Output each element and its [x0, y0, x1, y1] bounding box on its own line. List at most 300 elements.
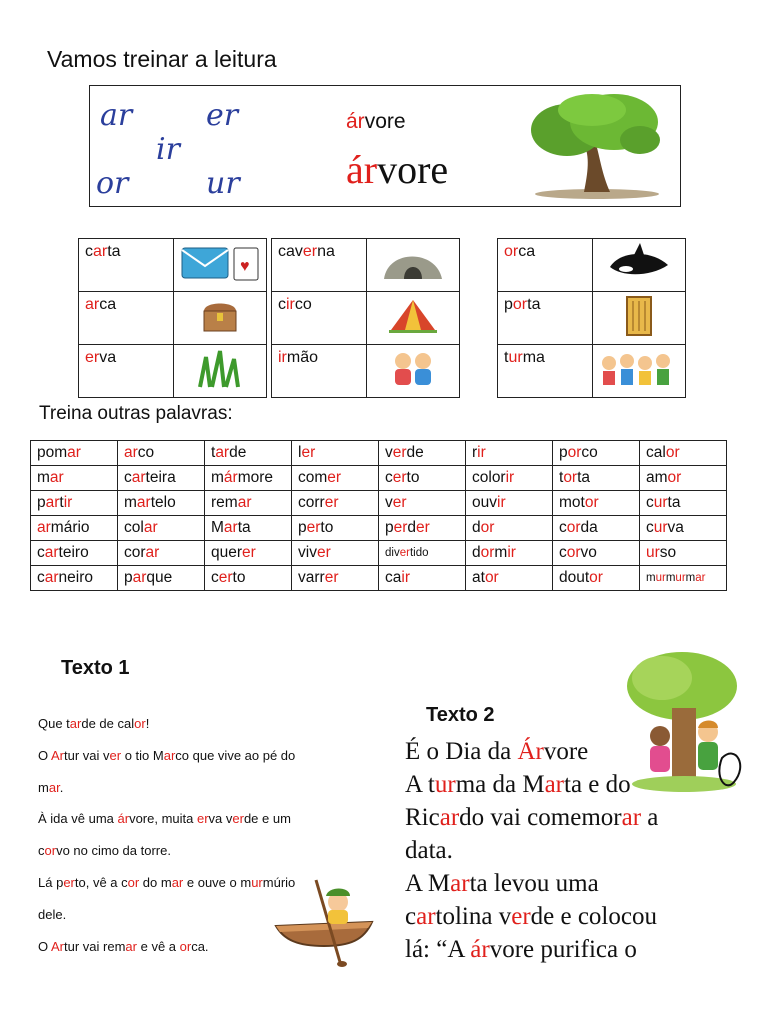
example-table [271, 238, 460, 398]
word-fragment: ma da M [455, 771, 545, 798]
highlighted-syllable: or [563, 469, 578, 486]
highlighted-syllable: er [316, 544, 331, 561]
word-fragment: múrio [262, 874, 296, 890]
example-word [79, 239, 174, 292]
practice-word [553, 441, 640, 466]
highlighted-syllable: or [480, 519, 495, 536]
highlighted-syllable: er [109, 747, 122, 763]
example-word [79, 345, 174, 398]
word-fragment: vo [580, 544, 597, 561]
highlighted-syllable: er [324, 494, 339, 511]
word-fragment: p [385, 519, 394, 536]
practice-heading: Treina outras palavras: [39, 403, 233, 424]
practice-word [640, 541, 727, 566]
highlighted-syllable: ar [44, 569, 59, 586]
word-fragment: data. [405, 837, 453, 864]
text-line [38, 835, 378, 867]
word-fragment: c [559, 544, 567, 561]
word-fragment: ca [385, 569, 402, 586]
highlighted-syllable: er [302, 243, 318, 260]
text-line [38, 740, 378, 772]
highlighted-syllable: ur [675, 572, 686, 584]
word-fragment: co [137, 444, 155, 461]
word-fragment: va [99, 349, 117, 366]
word-fragment: r [472, 444, 478, 461]
word-fragment: neiro [58, 569, 94, 586]
word-fragment: ta levou uma [469, 870, 599, 897]
text-line [405, 834, 755, 867]
highlighted-syllable: ir [63, 494, 73, 511]
highlighted-syllable: ur [646, 544, 660, 561]
highlighted-syllable: ir [401, 569, 410, 586]
word-fragment: m [646, 572, 656, 584]
example-word [498, 239, 593, 292]
highlighted-syllable: ir [278, 349, 287, 366]
highlighted-syllable: ar [237, 494, 252, 511]
highlighted-syllable: ir [477, 444, 486, 461]
practice-row [31, 466, 727, 491]
practice-word [640, 466, 727, 491]
practice-word [31, 516, 118, 541]
word-fragment: v [385, 494, 393, 511]
text-line [405, 900, 755, 933]
example-word [272, 292, 367, 345]
highlighted-syllable: ár [223, 469, 238, 486]
highlighted-syllable: or [484, 569, 499, 586]
word-fragment: so [659, 544, 677, 561]
highlighted-syllable: ar [132, 569, 147, 586]
practice-word [118, 441, 205, 466]
word-fragment: to, vê a c [74, 874, 128, 890]
highlighted-syllable: or [589, 569, 603, 586]
word-fragment: c [211, 569, 219, 586]
highlighted-syllable: ár [117, 811, 130, 827]
word-fragment: ca [99, 296, 117, 313]
highlighted-syllable: ar [131, 469, 146, 486]
practice-word [205, 566, 292, 591]
word-fragment: teiro [58, 544, 89, 561]
example-row [498, 292, 686, 345]
example-word [272, 345, 367, 398]
highlighted-syllable: er [392, 444, 407, 461]
word-fragment: ta e do [564, 771, 631, 798]
practice-word [292, 491, 379, 516]
highlighted-syllable: or [584, 494, 599, 511]
practice-word [292, 441, 379, 466]
word-fragment: c [559, 519, 567, 536]
practice-word [205, 441, 292, 466]
highlighted-syllable: ar [416, 903, 436, 930]
word-fragment: p [504, 296, 513, 313]
practice-word [640, 516, 727, 541]
word-fragment: p [124, 569, 133, 586]
word-fragment: o tio M [121, 747, 164, 763]
syllable-ir: ir [156, 132, 180, 167]
word-fragment: c [405, 903, 417, 930]
highlighted-syllable: ar [124, 444, 138, 461]
practice-word-table [30, 440, 727, 591]
word-fragment: mot [559, 494, 585, 511]
word-fragment: c [85, 243, 93, 260]
highlighted-syllable: ir [286, 296, 295, 313]
practice-word [31, 541, 118, 566]
word-fragment: de [406, 444, 424, 461]
highlighted-syllable: er [242, 544, 256, 561]
example-row [272, 345, 460, 398]
word-fragment: col [124, 519, 144, 536]
grass-icon [174, 345, 267, 398]
word-fragment: to [232, 569, 246, 586]
highlighted-syllable: or [665, 444, 680, 461]
highlighted-syllable: ar [621, 804, 642, 831]
practice-word [466, 441, 553, 466]
highlighted-syllable: ar [163, 747, 176, 763]
practice-word [31, 491, 118, 516]
word-fragment: cal [646, 444, 666, 461]
text2-heading: Texto 2 [426, 704, 495, 726]
word-fragment: da [580, 519, 598, 536]
word-fragment: O [38, 747, 52, 763]
highlighted-syllable: Ar [51, 747, 65, 763]
kids-group-icon [593, 345, 686, 398]
highlighted-syllable: or [127, 874, 140, 890]
highlighted-syllable: ar [45, 494, 60, 511]
word-fragment: A M [405, 870, 451, 897]
practice-row [31, 491, 727, 516]
example-row [272, 239, 460, 292]
highlighted-syllable: ur [434, 771, 456, 798]
highlighted-syllable: ur [653, 519, 668, 536]
text-line [38, 803, 378, 835]
word-fragment: c [38, 843, 45, 859]
text1-heading: Texto 1 [61, 657, 130, 679]
word-fragment: c [385, 469, 393, 486]
word-fragment: Que t [38, 716, 70, 731]
word-fragment: tur vai v [64, 747, 110, 763]
word-fragment: at [472, 569, 485, 586]
highlighted-syllable: ur [655, 572, 666, 584]
intro-box [89, 85, 681, 207]
example-table [497, 238, 686, 398]
highlighted-syllable: ar [145, 544, 160, 561]
highlighted-syllable: er [63, 874, 75, 890]
word-fragment: cav [278, 243, 303, 260]
highlighted-syllable: er [85, 349, 100, 366]
practice-word [379, 466, 466, 491]
example-row [79, 345, 267, 398]
word-fragment: do vai comemor [459, 804, 622, 831]
word-fragment: ta [667, 494, 681, 511]
word-fragment: A t [405, 771, 435, 798]
word-fragment: t [559, 469, 564, 486]
word-fragment: vore, muita [129, 811, 197, 827]
highlighted-syllable: ar [215, 444, 230, 461]
boy-rowing-boat-icon [268, 876, 378, 968]
highlighted-syllable: er [392, 494, 407, 511]
practice-word [205, 491, 292, 516]
practice-word [379, 541, 466, 566]
practice-word [553, 491, 640, 516]
word-fragment: p [37, 494, 46, 511]
highlighted-syllable: er [511, 903, 531, 930]
word-fragment: ma [522, 349, 545, 366]
highlighted-syllable: or [567, 444, 582, 461]
highlighted-syllable: ar [69, 716, 82, 731]
word-fragment: d [407, 519, 417, 536]
word-fragment: teira [145, 469, 176, 486]
word-fragment: l [298, 444, 302, 461]
highlighted-syllable: ar [439, 804, 460, 831]
word-fragment: . [59, 779, 64, 795]
example-row [79, 239, 267, 292]
word-fragment: m [665, 572, 676, 584]
practice-word [640, 441, 727, 466]
highlighted-syllable: ar [85, 296, 100, 313]
word-fragment: tur vai rem [64, 938, 126, 954]
syllable-or: or [96, 166, 129, 201]
practice-word [553, 466, 640, 491]
practice-word [379, 566, 466, 591]
practice-word [118, 516, 205, 541]
highlighted-syllable: ar [49, 469, 64, 486]
practice-word [466, 466, 553, 491]
practice-word [205, 466, 292, 491]
example-word [272, 239, 367, 292]
word-fragment: ta [237, 519, 251, 536]
highlighted-syllable: ar [125, 938, 137, 954]
word-fragment: e ouve o m [183, 874, 252, 890]
example-row [79, 292, 267, 345]
word-fragment: c [278, 296, 286, 313]
practice-word [292, 466, 379, 491]
practice-word [118, 541, 205, 566]
word-fragment: rem [211, 494, 238, 511]
highlighted-syllable: ir [497, 494, 506, 511]
practice-word [553, 566, 640, 591]
practice-word [118, 466, 205, 491]
syllable-er: er [206, 98, 239, 133]
example-row [498, 345, 686, 398]
word-fragment: quer [211, 544, 243, 561]
word-fragment: ca [518, 243, 536, 260]
word-fragment: m [37, 469, 50, 486]
highlighted-syllable: or [179, 938, 192, 954]
word-fragment: t [211, 444, 216, 461]
highlighted-syllable: er [393, 519, 408, 536]
example-word [498, 345, 593, 398]
word-fragment: dout [559, 569, 590, 586]
practice-word [292, 516, 379, 541]
word-fragment: co que vive ao pé do [175, 747, 296, 763]
highlighted-syllable: ar [171, 874, 184, 890]
twins-icon [367, 345, 460, 398]
word-fragment: d [472, 544, 481, 561]
word-fragment: co [294, 296, 312, 313]
highlighted-syllable: Ár [517, 738, 544, 765]
word-fragment: de e colocou [530, 903, 657, 930]
practice-row [31, 541, 727, 566]
practice-word [205, 541, 292, 566]
highlighted-syllable: ar [48, 779, 60, 795]
word-fragment: ta [107, 243, 121, 260]
word-fragment: O [38, 938, 52, 954]
word-fragment: ta [527, 296, 541, 313]
word-fragment: to [320, 519, 334, 536]
practice-word [118, 566, 205, 591]
practice-word [553, 541, 640, 566]
highlighted-syllable: ir [505, 469, 515, 486]
highlighted-syllable: er [232, 811, 244, 827]
word-fragment: M [211, 519, 224, 536]
word-fragment: c [646, 494, 654, 511]
practice-row [31, 516, 727, 541]
word-fragment: cor [124, 544, 146, 561]
treasure-chest-icon [174, 292, 267, 345]
text-line [38, 772, 378, 804]
highlighted-syllable: er [392, 469, 407, 486]
practice-word [205, 516, 292, 541]
highlighted-syllable: ar [136, 494, 151, 511]
highlighted-syllable: or [512, 296, 528, 313]
highlighted-syllable: er [327, 469, 342, 486]
highlighted-syllable: er [306, 519, 321, 536]
word-fragment: varr [298, 569, 325, 586]
word-fragment: m [494, 544, 508, 561]
word-fragment: p [298, 519, 307, 536]
highlighted-syllable: er [218, 569, 233, 586]
highlighted-syllable: Ar [51, 938, 65, 954]
highlighted-syllable: ur [251, 874, 263, 890]
word-fragment: co [581, 444, 598, 461]
highlighted-syllable: ar [37, 519, 51, 536]
practice-word [379, 441, 466, 466]
highlighted-syllable: er [399, 547, 410, 559]
highlighted-syllable: ar [44, 544, 59, 561]
word-fragment: tido [409, 547, 429, 559]
svg-text:♥: ♥ [240, 257, 250, 275]
highlighted-syllable: er [301, 444, 316, 461]
example-table [78, 238, 267, 398]
word-fragment: m [124, 494, 137, 511]
door-icon [593, 292, 686, 345]
word-fragment: more [237, 469, 274, 486]
example-row [272, 292, 460, 345]
intro-word-small: árvore [346, 110, 406, 133]
word-fragment: ! [145, 716, 150, 731]
word-fragment: corr [298, 494, 325, 511]
word-fragment: m [38, 779, 49, 795]
word-fragment: na [317, 243, 335, 260]
practice-word [292, 566, 379, 591]
text-line [405, 867, 755, 900]
word-fragment: do m [139, 874, 172, 890]
highlighted-syllable: or [566, 544, 581, 561]
word-fragment: de [229, 444, 247, 461]
word-fragment: mário [50, 519, 90, 536]
highlighted-syllable: er [416, 519, 430, 536]
word-fragment: v [385, 444, 393, 461]
circus-tent-icon [367, 292, 460, 345]
highlighted-syllable: or [134, 716, 146, 731]
practice-word [31, 566, 118, 591]
highlighted-syllable: ár [470, 936, 490, 963]
word-fragment: Lá p [38, 874, 64, 890]
word-fragment: que [146, 569, 173, 586]
page-title: Vamos treinar a leitura [47, 46, 277, 72]
highlighted-syllable: ar [544, 771, 564, 798]
word-fragment: de de cal [81, 716, 135, 731]
word-fragment: lá: “A [405, 936, 471, 963]
highlighted-syllable: er [324, 569, 339, 586]
practice-word [466, 541, 553, 566]
highlighted-syllable: ar [93, 243, 108, 260]
practice-row [31, 441, 727, 466]
text-line [38, 708, 378, 740]
highlighted-syllable: ar [450, 870, 470, 897]
word-fragment: div [385, 547, 400, 559]
word-fragment: p [559, 444, 568, 461]
syllable-ur: ur [206, 166, 240, 201]
word-fragment: ca. [191, 938, 209, 954]
word-fragment: m [211, 469, 224, 486]
highlighted-syllable: ur [653, 494, 668, 511]
example-row [498, 239, 686, 292]
example-word [79, 292, 174, 345]
cave-icon [367, 239, 460, 292]
word-fragment: am [646, 469, 668, 486]
orca-icon [593, 239, 686, 292]
practice-word [31, 441, 118, 466]
practice-word [292, 541, 379, 566]
word-fragment: va [667, 519, 684, 536]
word-fragment: t [504, 349, 509, 366]
practice-word [466, 491, 553, 516]
word-fragment: c [124, 469, 132, 486]
children-hugging-tree-icon [622, 648, 752, 808]
highlighted-syllable: er [196, 811, 209, 827]
word-fragment: É o Dia da [405, 738, 518, 765]
highlighted-syllable: ir [507, 544, 516, 561]
word-fragment: pom [37, 444, 68, 461]
highlighted-syllable: or [667, 469, 682, 486]
word-fragment: to [406, 469, 420, 486]
word-fragment: viv [298, 544, 317, 561]
practice-word [640, 491, 727, 516]
highlighted-syllable: or [504, 243, 519, 260]
practice-word [31, 466, 118, 491]
practice-word [466, 516, 553, 541]
practice-word [466, 566, 553, 591]
word-fragment: ouv [472, 494, 497, 511]
highlighted-syllable: ar [143, 519, 158, 536]
word-fragment: À ida vê uma [38, 811, 118, 827]
word-fragment: telo [150, 494, 176, 511]
word-fragment: Ric [405, 804, 440, 831]
text-line [405, 933, 755, 966]
example-word [498, 292, 593, 345]
word-fragment: vo no cimo da torre. [56, 843, 171, 859]
intro-word-large: árvore [346, 147, 449, 192]
highlighted-syllable: ar [695, 572, 706, 584]
word-fragment: vore purifica o [489, 936, 637, 963]
practice-word [379, 491, 466, 516]
practice-word [118, 491, 205, 516]
word-fragment: c [37, 569, 45, 586]
word-fragment: e vê a [136, 938, 180, 954]
practice-word [640, 566, 727, 591]
highlighted-syllable: or [566, 519, 581, 536]
highlighted-syllable: ur [508, 349, 523, 366]
